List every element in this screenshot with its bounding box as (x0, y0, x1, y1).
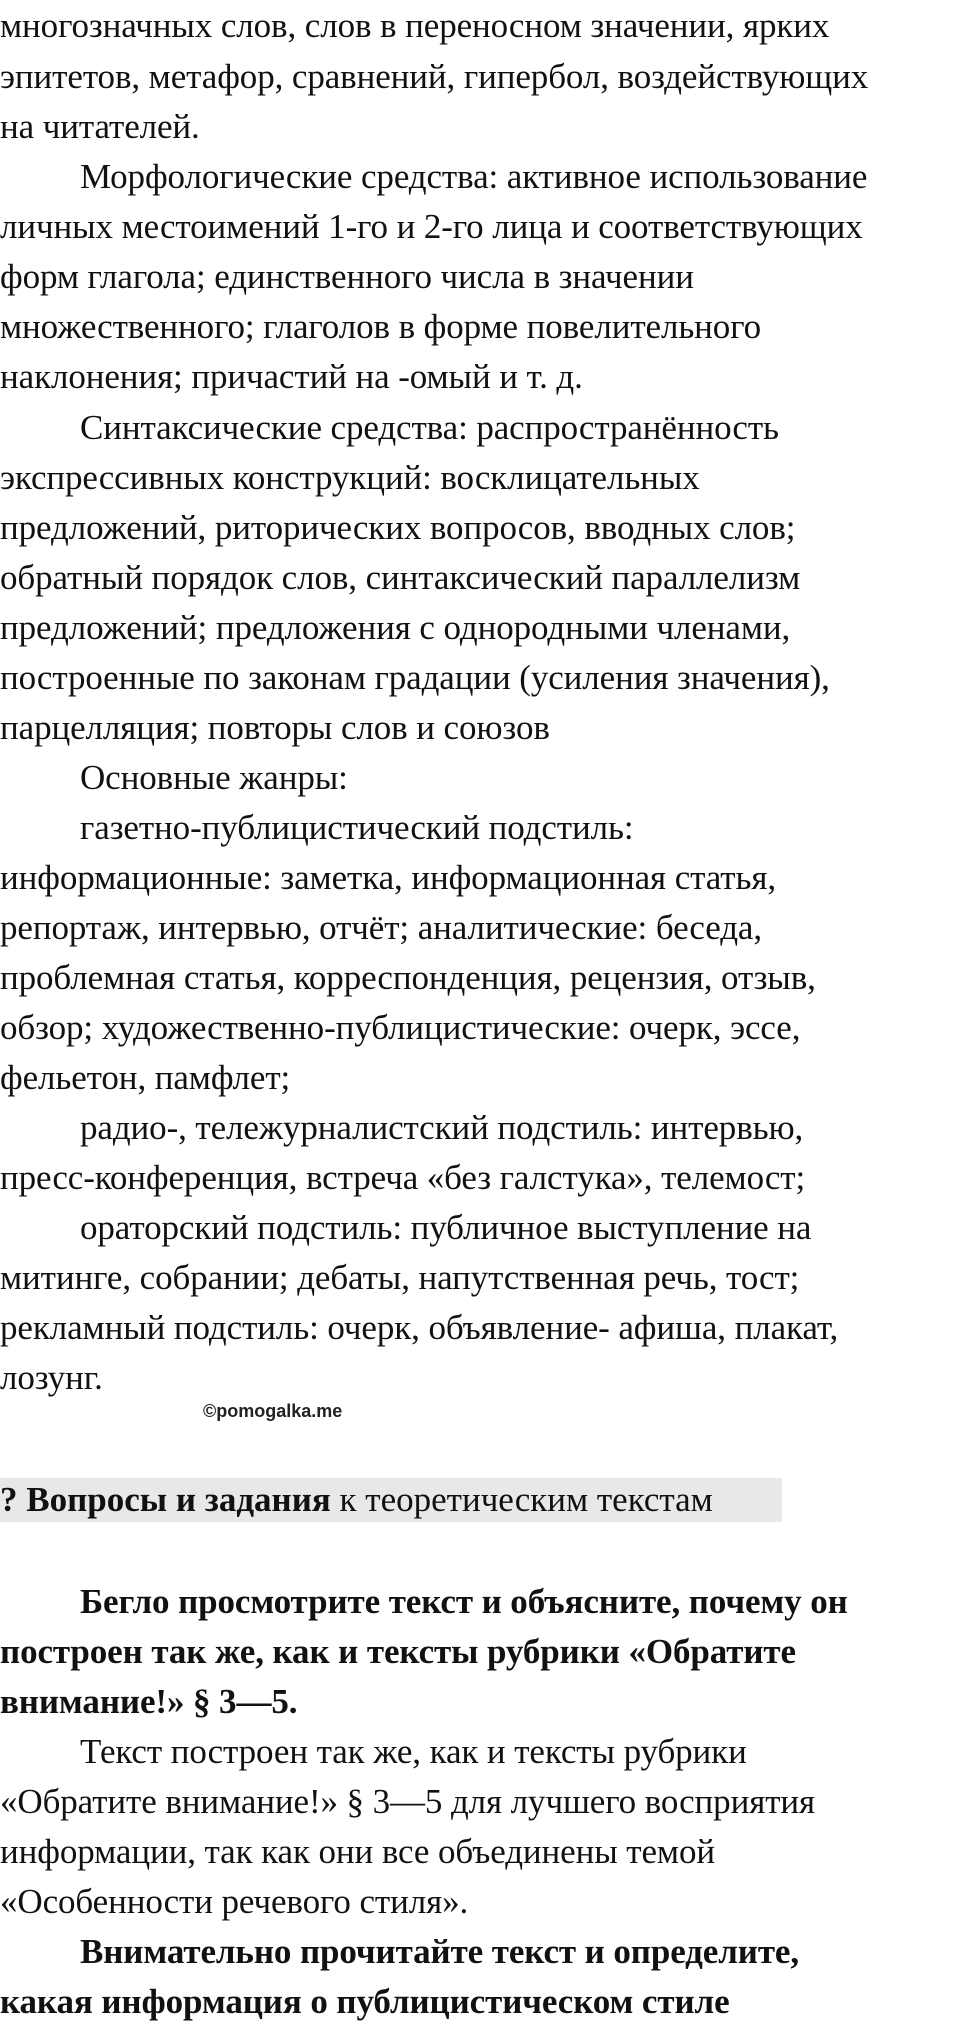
newspaper-line: репортаж, интервью, отчёт; аналитические: беседа, (0, 908, 763, 947)
radio-line: радио-, тележурналистский подстиль: интервью, (80, 1108, 804, 1147)
answer-line: «Обратите внимание!» § 3—5 для лучшего восприятия (0, 1782, 816, 1821)
genres-title: Основные жанры: (80, 758, 348, 797)
morphology-line: личных местоимений 1-го и 2-го лица и соответствующих (0, 207, 863, 246)
answer-line: «Особенности речевого стиля». (0, 1882, 469, 1921)
newspaper-line: информационные: заметка, информационная статья, (0, 858, 776, 897)
task-question-line: внимание!» § 3—5. (0, 1682, 298, 1721)
task-question-line: Бегло просмотрите текст и объясните, почему он (80, 1582, 848, 1621)
syntax-line: обратный порядок слов, синтаксический параллелизм (0, 558, 801, 597)
morphology-line: Морфологические средства: активное использование (80, 157, 868, 196)
section-heading-rest: к теоретическим текстам (330, 1480, 713, 1519)
oratory-line: ораторский подстиль: публичное выступление на (80, 1208, 812, 1247)
oratory-line: митинге, собрании; дебаты, напутственная речь, тост; (0, 1258, 800, 1297)
intro-line: многозначных слов, слов в переносном значении, ярких (0, 6, 830, 45)
intro-line: эпитетов, метафор, сравнений, гипербол, воздействующих (0, 57, 869, 96)
task-question-line: какая информация о публицистическом стиле (0, 1982, 730, 2021)
oratory-line: рекламный подстиль: очерк, объявление- афиша, плакат, (0, 1308, 839, 1347)
task-question-line: Внимательно прочитайте текст и определите, (80, 1932, 799, 1971)
syntax-line: построенные по законам градации (усиления значения), (0, 658, 830, 697)
oratory-line: лозунг. (0, 1358, 103, 1397)
morphology-line: наклонения; причастий на -омый и т. д. (0, 357, 583, 396)
section-heading-bold: ? Вопросы и задания (0, 1480, 331, 1519)
section-heading (0, 1478, 782, 1522)
syntax-line: предложений, риторических вопросов, вводных слов; (0, 508, 796, 547)
watermark: ©pomogalka.me (203, 1401, 343, 1421)
answer-line: Текст построен так же, как и тексты рубрики (80, 1732, 747, 1771)
syntax-line: экспрессивных конструкций: восклицательных (0, 458, 700, 497)
morphology-line: множественного; глаголов в форме повелительного (0, 307, 761, 346)
syntax-line: предложений; предложения с однородными членами, (0, 608, 791, 647)
newspaper-line: фельетон, памфлет; (0, 1058, 291, 1097)
syntax-line: Синтаксические средства: распространённость (80, 408, 779, 447)
newspaper-line: проблемная статья, корреспонденция, рецензия, отзыв, (0, 958, 816, 997)
answer-line: информации, так как они все объединены темой (0, 1832, 716, 1871)
newspaper-line: газетно-публицистический подстиль: (80, 808, 634, 847)
morphology-line: форм глагола; единственного числа в значении (0, 257, 694, 296)
task-question-line: построен так же, как и тексты рубрики «Обратите (0, 1632, 796, 1671)
newspaper-line: обзор; художественно-публицистические: очерк, эссе, (0, 1008, 801, 1047)
intro-line: на читателей. (0, 107, 200, 146)
radio-line: пресс-конференция, встреча «без галстука», телемост; (0, 1158, 806, 1197)
syntax-line: парцелляция; повторы слов и союзов (0, 708, 550, 747)
